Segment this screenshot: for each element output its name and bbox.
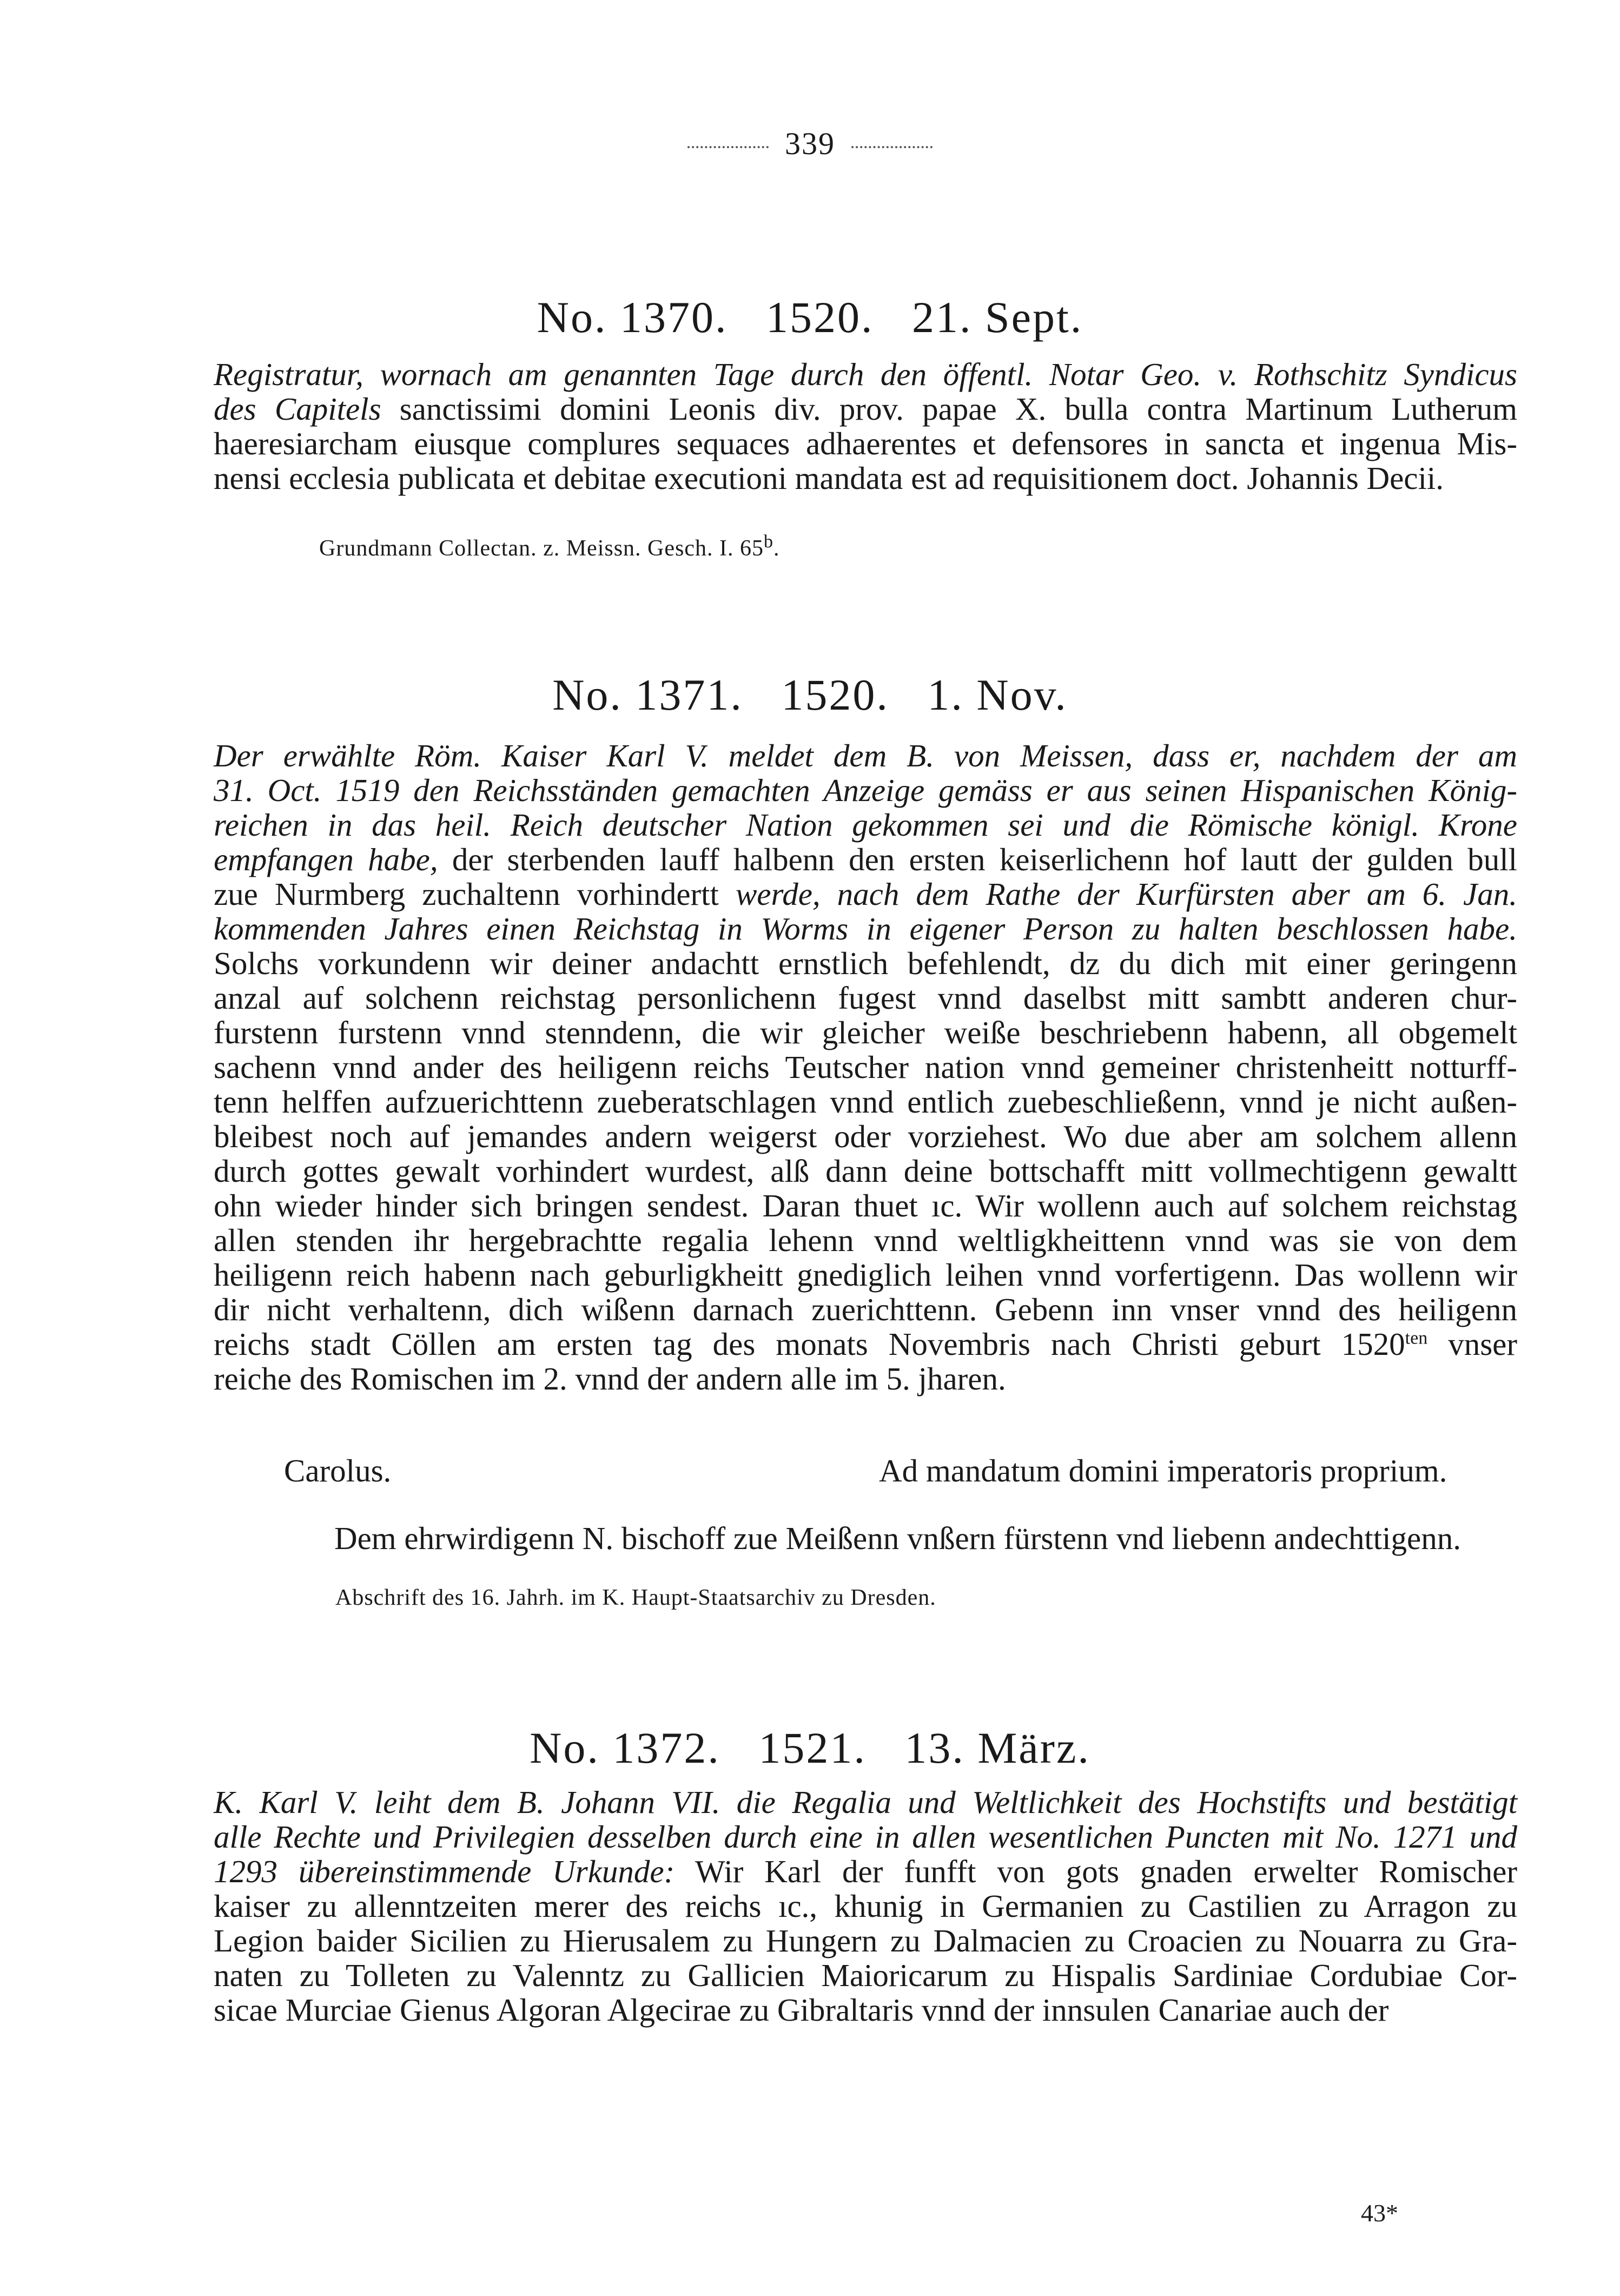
italic-text: K. Karl V. leiht dem B. Johann VII. die Regalia und Weltlichkeit des Hochstifts und bestätigt — [214, 1784, 1517, 1820]
roman-text: durch gottes gewalt vorhindert wurdest, alß dann deine bottschafft mitt vollmechtigenn gewaltt — [214, 1153, 1517, 1189]
roman-text: reichs stadt Cöllen am ersten tag des monats Novembris nach Christi geburt 1520 — [214, 1326, 1405, 1362]
text-line — [214, 1292, 1517, 1327]
entry-1372-body — [214, 1785, 1517, 2027]
text-line — [214, 392, 1517, 426]
roman-text: zue Nurmberg zuchaltenn vorhindertt — [214, 876, 736, 912]
text-line — [214, 357, 1517, 392]
text-line — [214, 1119, 1517, 1154]
text-line — [214, 842, 1517, 877]
italic-text: des Capitels — [214, 391, 381, 427]
roman-text: vnser — [1427, 1326, 1517, 1362]
italic-text: werde, nach dem Rathe der Kurfürsten aber am 6. Jan. — [735, 876, 1517, 912]
signature-mark: 43* — [1361, 2199, 1398, 2227]
entry-1370-heading: No. 1370. 1520. 21. Sept. — [537, 293, 1083, 342]
text-line — [214, 1819, 1517, 1854]
roman-text: anzal auf solchenn reichstag personlichenn fugest vnnd daselbst mitt sambtt anderen chur- — [214, 980, 1517, 1016]
entry-1370-source-end: . — [773, 536, 780, 561]
roman-text: Legion baider Sicilien zu Hierusalem zu Hungern zu Dalmacien zu Croacien zu Nouarra zu Gra- — [214, 1923, 1517, 1958]
roman-text: sanctissimi domini Leonis div. prov. papae X. bulla contra Martinum Lutherum — [381, 391, 1518, 427]
text-line — [214, 1785, 1517, 1819]
text-line — [214, 1084, 1517, 1119]
roman-text: naten zu Tolleten zu Valenntz zu Gallicien Maioricarum zu Hispalis Sardiniae Cordubiae Cor- — [214, 1957, 1517, 1993]
text-line — [214, 426, 1517, 461]
roman-text: Wir Karl der funfft von gots gnaden erwelter Romischer — [675, 1854, 1517, 1889]
text-line — [214, 1361, 1517, 1396]
superscript-text: ten — [1405, 1328, 1428, 1348]
roman-text: Solchs vorkundenn wir deiner andachtt ernstlich befehlendt, dz du dich mit einer geringenn — [214, 945, 1517, 981]
text-line — [214, 773, 1517, 808]
signature-right: Ad mandatum domini imperatoris proprium. — [879, 1453, 1447, 1488]
text-line — [214, 808, 1517, 842]
page-number-dash-left — [687, 146, 769, 148]
entry-1370-source-text: Grundmann Collectan. z. Meissn. Gesch. I. 65 — [319, 536, 764, 561]
page-number-text: 339 — [785, 126, 835, 161]
text-line — [214, 1889, 1517, 1923]
italic-text: 1293 übereinstimmende Urkunde: — [214, 1854, 675, 1889]
roman-text: sachenn vnnd ander des heiligenn reichs Teutscher nation vnnd gemeiner christenheitt notturff- — [214, 1049, 1517, 1085]
text-line — [214, 1154, 1517, 1188]
address-line: Dem ehrwirdigenn N. bischoff zue Meißenn vnßern fürstenn vnd liebenn andechttigenn. — [334, 1520, 1461, 1556]
italic-text: Der erwählte Röm. Kaiser Karl V. meldet dem B. von Meissen, dass er, nachdem der am — [214, 738, 1517, 773]
italic-text: kommenden Jahres einen Reichstag in Worms in eigener Person zu halten beschlossen habe. — [214, 911, 1517, 947]
roman-text: heiligenn reich habenn nach geburligkheitt gnediglich leihen vnnd vorfertigenn. Das wollenn wir — [214, 1257, 1517, 1293]
entry-1371-body — [214, 738, 1517, 1396]
entry-1370-source — [319, 532, 780, 561]
text-line — [214, 1993, 1517, 2027]
entry-1371-heading: No. 1371. 1520. 1. Nov. — [552, 670, 1068, 719]
roman-text: der sterbenden lauff halbenn den ersten keiserlichenn hof lautt der gulden bull — [438, 842, 1518, 877]
italic-text: reichen in das heil. Reich deutscher Nation gekommen sei und die Römische königl. Krone — [214, 807, 1517, 843]
text-line — [214, 1188, 1517, 1223]
roman-text: nensi ecclesia publicata et debitae executioni mandata est ad requisitionem doct. Johannis Decii. — [214, 460, 1444, 496]
text-line — [214, 946, 1517, 981]
text-line — [214, 1327, 1517, 1361]
roman-text: dir nicht verhaltenn, dich wißenn darnach zuerichttenn. Gebenn inn vnser vnnd des heiligenn — [214, 1292, 1517, 1327]
entry-1370-body — [214, 357, 1517, 495]
roman-text: haeresiarcham eiusque complures sequaces adhaerentes et defensores in sancta et ingenua Mis- — [214, 426, 1517, 461]
text-line — [214, 911, 1517, 946]
text-line — [214, 1258, 1517, 1292]
entry-1371-source: Abschrift des 16. Jahrh. im K. Haupt-Staatsarchiv zu Dresden. — [335, 1585, 936, 1610]
entry-1370-source-sup: b — [764, 532, 774, 552]
roman-text: ohn wieder hinder sich bringen sendest. Daran thuet ıc. Wir wollenn auch auf solchem reichstag — [214, 1188, 1517, 1223]
italic-text: Registratur, wornach am genannten Tage durch den öffentl. Notar Geo. v. Rothschitz Syndicus — [214, 356, 1517, 392]
roman-text: furstenn furstenn vnnd stenndenn, die wir gleicher weiße beschriebenn habenn, all obgemelt — [214, 1015, 1517, 1050]
text-line — [214, 981, 1517, 1015]
text-line — [214, 1015, 1517, 1050]
text-line — [214, 1923, 1517, 1958]
text-line — [214, 461, 1517, 495]
roman-text: kaiser zu allenntzeiten merer des reichs ıc., khunig in Germanien zu Castilien zu Arragon zu — [214, 1888, 1517, 1924]
text-line — [214, 1223, 1517, 1258]
roman-text: reiche des Romischen im 2. vnnd der andern alle im 5. jharen. — [214, 1361, 1006, 1397]
italic-text: 31. Oct. 1519 den Reichsständen gemachten Anzeige gemäss er aus seinen Hispanischen König- — [214, 772, 1517, 808]
text-line — [214, 1854, 1517, 1889]
roman-text: bleibest noch auf jemandes andern weigerst oder vorziehest. Wo due aber am solchem allenn — [214, 1119, 1517, 1154]
roman-text: tenn helffen aufzuerichttenn zueberatschlagen vnnd entlich zuebeschließenn, vnnd je nicht außen- — [214, 1084, 1517, 1120]
page-number — [0, 125, 1620, 162]
page-number-dash-right — [851, 146, 933, 148]
italic-text: empfangen habe, — [214, 842, 438, 877]
entry-1372-heading: No. 1372. 1521. 13. März. — [530, 1723, 1090, 1772]
roman-text: sicae Murciae Gienus Algoran Algecirae zu Gibraltaris vnnd der innsulen Canariae auch der — [214, 1992, 1389, 2028]
text-line — [214, 1958, 1517, 1993]
roman-text: allen stenden ihr hergebrachtte regalia lehenn vnnd weltligkheittenn vnnd was sie von dem — [214, 1222, 1517, 1258]
text-line — [214, 738, 1517, 773]
text-line — [214, 877, 1517, 911]
text-line — [214, 1050, 1517, 1084]
italic-text: alle Rechte und Privilegien desselben durch eine in allen wesentlichen Puncten mit No. 1271 und — [214, 1819, 1517, 1855]
signature-left: Carolus. — [284, 1453, 392, 1488]
